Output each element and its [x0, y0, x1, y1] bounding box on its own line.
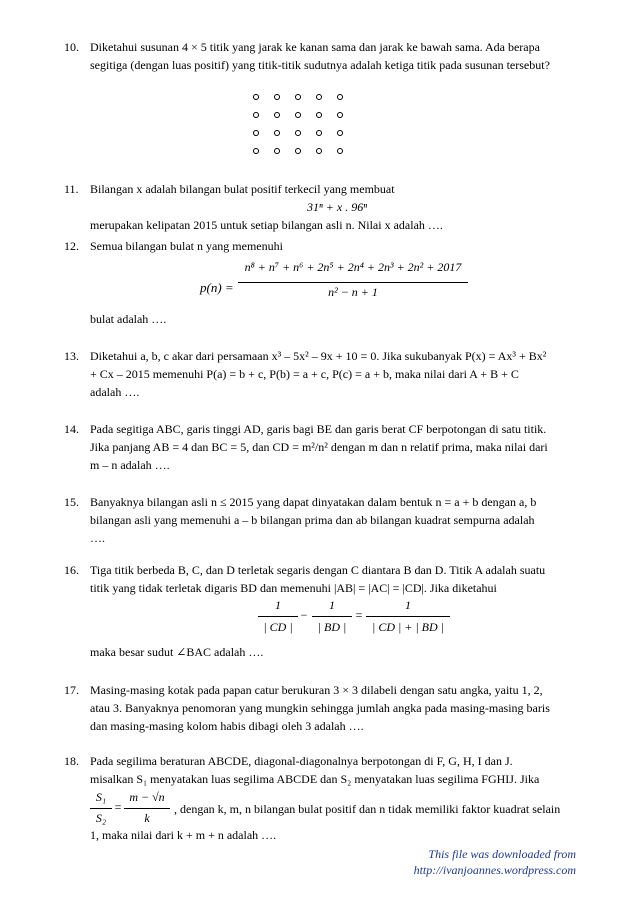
- grid-dot: [253, 94, 259, 100]
- grid-dot: [274, 94, 280, 100]
- fraction-denominator: S₂: [95, 811, 107, 825]
- problem-text: bulat adalah ….: [90, 312, 167, 326]
- problem-text: titik yang tidak terletak digaris BD dan memenuhi |AB| = |AC| = |CD|. Jika diketahui: [90, 581, 497, 595]
- fraction-denominator: | BD |: [317, 620, 347, 634]
- problem-text: dan masing-masing kolom habis dibagi oleh 3 adalah ….: [90, 719, 364, 733]
- problem-11: [64, 180, 584, 234]
- problem-text: merupakan kelipatan 2015 untuk setiap bilangan asli n. Nilai x adalah ….: [90, 218, 443, 232]
- equals-sign: =: [114, 800, 122, 814]
- problem-number: 16.: [64, 563, 79, 577]
- grid-dot: [295, 130, 301, 136]
- problem-text: Pada segitiga ABC, garis tinggi AD, garis bagi BE dan garis berat CF berpotongan di satu titik.: [90, 422, 547, 436]
- dot-grid: [253, 88, 343, 160]
- fraction-denominator: k: [144, 811, 150, 825]
- problem-18-tail: [64, 826, 584, 844]
- problem-number: 15.: [64, 495, 79, 509]
- problem-number: 12.: [64, 239, 79, 253]
- problem-text: Diketahui a, b, c akar dari persamaan x³ – 5x² – 9x + 10 = 0. Jika sukubanyak P(x) = Ax³ + Bx²: [90, 349, 547, 363]
- equation-lhs: p(n) =: [200, 280, 234, 295]
- grid-dot: [337, 94, 343, 100]
- problem-13: [64, 347, 584, 401]
- fraction-numerator: S₁: [95, 790, 107, 804]
- problem-text: Tiga titik berbeda B, C, dan D terletak segaris dengan C diantara B dan D. Titik A adalah suatu: [90, 563, 546, 577]
- problem-number: 18.: [64, 754, 79, 768]
- problem-18: [64, 752, 584, 788]
- fraction-numerator: m − √n: [129, 790, 165, 804]
- problem-number: 11.: [64, 182, 79, 196]
- fraction-bar: [124, 808, 170, 809]
- fraction-denominator: | CD | + | BD |: [372, 620, 444, 634]
- problem-number: 17.: [64, 683, 79, 697]
- problem-text: , dengan k, m, n bilangan bulat positif dan n tidak memiliki faktor kuadrat selain: [174, 802, 561, 816]
- problem-text: Diketahui susunan 4 × 5 titik yang jarak ke kanan sama dan jarak ke bawah sama. Ada berapa: [90, 40, 540, 54]
- grid-dot: [253, 148, 259, 154]
- grid-dot: [253, 130, 259, 136]
- problem-text: 1, maka nilai dari k + m + n adalah ….: [90, 828, 277, 842]
- fraction-bar: [312, 616, 352, 617]
- problem-12: [64, 237, 584, 255]
- grid-dot: [337, 112, 343, 118]
- problem-text: Semua bilangan bulat n yang memenuhi: [90, 239, 283, 253]
- problem-text: atau 3. Banyaknya penomoran yang mungkin sehingga jumlah angka pada masing-masing baris: [90, 701, 550, 715]
- fraction-denominator: n² − n + 1: [328, 285, 378, 299]
- problem-17: [64, 681, 584, 735]
- download-footer: [414, 846, 576, 878]
- footer-link[interactable]: http://ivanjoannes.wordpress.com: [413, 863, 576, 877]
- minus-sign: −: [300, 608, 308, 622]
- grid-dot: [274, 112, 280, 118]
- grid-dot: [316, 148, 322, 154]
- footer-text: This file was downloaded from: [428, 847, 576, 861]
- grid-dot: [295, 148, 301, 154]
- grid-dot: [316, 130, 322, 136]
- problem-14: [64, 420, 584, 474]
- problem-text: Bilangan x adalah bilangan bulat positif terkecil yang membuat: [90, 182, 395, 196]
- fraction-denominator: | CD |: [263, 620, 293, 634]
- problem-text: ….: [90, 531, 105, 545]
- problem-text: segitiga (dengan luas positif) yang titik-titik sudutnya adalah ketiga titik pada susunan tersebut?: [90, 58, 550, 72]
- grid-dot: [295, 112, 301, 118]
- problem-formula: 31ⁿ + x . 96ⁿ: [307, 200, 367, 214]
- problem-text: Pada segilima beraturan ABCDE, diagonal-diagonalnya berpotongan di F, G, H, I dan J.: [90, 754, 513, 768]
- grid-dot: [337, 130, 343, 136]
- grid-dot: [337, 148, 343, 154]
- problem-text: maka besar sudut ∠BAC adalah ….: [90, 645, 264, 659]
- problem-text: Jika panjang AB = 4 dan BC = 5, dan CD = m²/n² dengan m dan n relatif prima, maka nilai dari: [90, 440, 548, 454]
- fraction-numerator: 1: [329, 598, 335, 612]
- problem-16-tail: [64, 643, 584, 661]
- grid-dot: [295, 94, 301, 100]
- problem-text: Masing-masing kotak pada papan catur berukuran 3 × 3 dilabeli dengan satu angka, yaitu 1, 2,: [90, 683, 543, 697]
- problem-text: + Cx – 2015 memenuhi P(a) = b + c, P(b) = a + c, P(c) = a + b, maka nilai dari A + B + C: [90, 367, 519, 381]
- problem-10: [64, 38, 584, 74]
- grid-dot: [274, 148, 280, 154]
- problem-12-tail: [64, 310, 584, 328]
- fraction-numerator: 1: [275, 598, 281, 612]
- grid-dot: [316, 94, 322, 100]
- problem-16: [64, 561, 584, 597]
- problem-number: 13.: [64, 349, 79, 363]
- problem-text: adalah ….: [90, 385, 140, 399]
- fraction-bar: [366, 616, 450, 617]
- problem-15: [64, 493, 584, 547]
- fraction-bar: [238, 282, 468, 283]
- grid-dot: [253, 112, 259, 118]
- grid-dot: [316, 112, 322, 118]
- problem-text: misalkan S₁ menyatakan luas segilima ABCDE dan S₂ menyatakan luas segilima FGHIJ. Jika: [90, 772, 540, 786]
- fraction-numerator: n⁸ + n⁷ + n⁶ + 2n⁵ + 2n⁴ + 2n³ + 2n² + 2017: [244, 260, 462, 274]
- fraction-bar: [90, 808, 112, 809]
- problem-text: Banyaknya bilangan asli n ≤ 2015 yang dapat dinyatakan dalam bentuk n = a + b dengan a, b: [90, 495, 537, 509]
- fraction-bar: [258, 616, 298, 617]
- problem-text: m – n adalah ….: [90, 458, 170, 472]
- equals-sign: =: [355, 608, 363, 622]
- problem-number: 10.: [64, 40, 79, 54]
- problem-text: bilangan asli yang memenuhi a – b bilangan prima dan ab bilangan kuadrat sempurna adalah: [90, 513, 535, 527]
- fraction-numerator: 1: [405, 598, 411, 612]
- grid-dot: [274, 130, 280, 136]
- problem-number: 14.: [64, 422, 79, 436]
